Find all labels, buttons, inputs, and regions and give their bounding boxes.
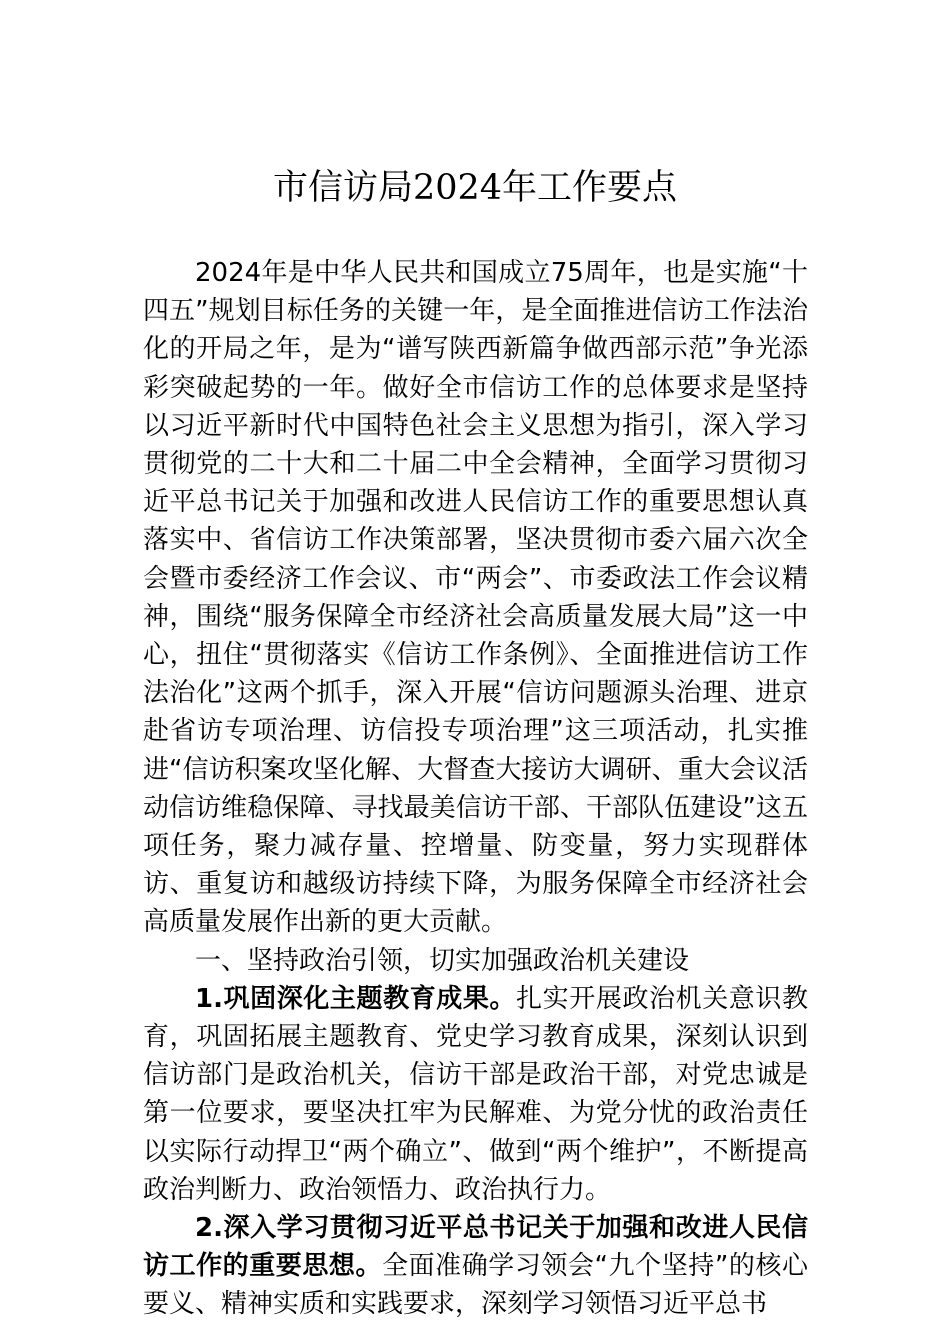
document-body [143, 254, 808, 1324]
document-title: 市信访局2024年工作要点 [272, 168, 678, 208]
intro-paragraph: 2024年是中华人民共和国成立75周年，也是实施“十四五”规划目标任务的关键一年，是全面推进信访工作法治化的开局之年，是为“谱写陕西新篇争做西部示范”争光添彩突破起势的一年。做好全市信访工作的总体要求是坚持以习近平新时代中国特色社会主义思想为指引，深入学习贯彻党的二十大和二十届二中全会精神，全面学习贯彻习近平总书记关于加强和改进人民信访工作的重要思想认真落实中、省信访工作决策部署，坚决贯彻市委六届六次全会暨市委经济工作会议、市“两会”、市委政法工作会议精神，围绕“服务保障全市经济社会高质量发展大局”这一中心，扭住“贯彻落实《信访工作条例》、全面推进信访工作法治化”这两个抓手，深入开展“信访问题源头治理、进京赴省访专项治理、访信投专项治理”这三项活动，扎实推进“信访积案攻坚化解、大督查大接访大调研、重大会议活动信访维稳保障、寻找最美信访干部、干部队伍建设”这五项任务，聚力减存量、控增量、防变量，努力实现群体访、重复访和越级访持续下降，为服务保障全市经济社会高质量发展作出新的更大贡献。 [143, 258, 808, 938]
item-1-text: 扎实开展政治机关意识教育，巩固拓展主题教育、党史学习教育成果，深刻认识到信访部门是政治机关，信访干部是政治干部，对党忠诚是第一位要求，要坚决扛牢为民解难、为党分忧的政治责任以实际行动捍卫“两个确立”、做到“两个维护”，不断提高政治判断力、政治领悟力、政治执行力。 [143, 983, 808, 1205]
section-heading: 一、坚持政治引领，切实加强政治机关建设 [195, 945, 690, 976]
item-2-text: 全面准确学习领会“九个坚持”的核心要义、精神实质和实践要求，深刻学习领悟习近平总书 [143, 1251, 808, 1320]
item-1-lead: 1.巩固深化主题教育成果。 [195, 983, 517, 1014]
item-2-paragraph [143, 1209, 808, 1324]
item-1-paragraph [143, 980, 808, 1209]
item-2-lead: 2.深入学习贯彻习近平总书记关于加强和改进人民信访工作的重要思想。 [143, 1213, 808, 1282]
